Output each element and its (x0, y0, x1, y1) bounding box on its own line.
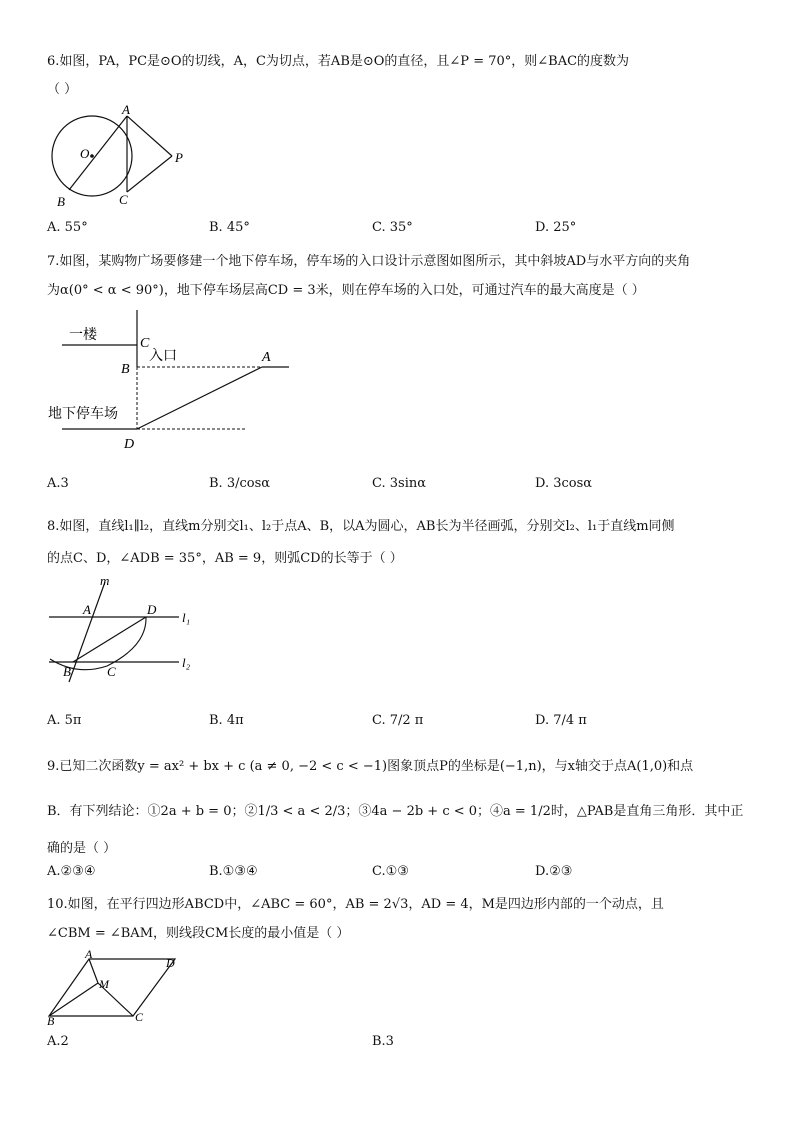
q10-label-C: C (135, 1010, 144, 1024)
q10-option-a[interactable]: A.2 (47, 1034, 69, 1049)
q7-label-C: C (140, 336, 150, 351)
q10-option-b[interactable]: B.3 (372, 1034, 394, 1049)
q7-label-D: D (124, 437, 135, 452)
q9-stem-line3: 确的是（ ） (47, 841, 117, 856)
q8-label-l2: l₂ (182, 655, 191, 670)
q8-parallel-lines-arc-figure (47, 576, 207, 684)
q6-label-O: O (80, 146, 90, 161)
q7-label-A: A (262, 350, 271, 365)
q10-label-A: A (85, 947, 93, 961)
q7-option-d[interactable]: D. 3cosα (535, 476, 593, 491)
q9-option-c[interactable]: C.①③ (372, 864, 409, 879)
q10-label-M: M (99, 977, 109, 991)
q6-label-P: P (175, 150, 183, 165)
q7-label-B: B (121, 362, 130, 377)
q10-label-B: B (47, 1014, 55, 1027)
q7-option-b[interactable]: B. 3/cosα (209, 476, 271, 491)
q8-label-C: C (107, 664, 116, 679)
q8-option-d[interactable]: D. 7/4 π (535, 713, 587, 728)
q7-option-c[interactable]: C. 3sinα (372, 476, 426, 491)
q6-answer-paren: （ ） (47, 82, 78, 97)
q6-label-A: A (122, 104, 130, 117)
q9-stem-line1: 9.已知二次函数y = ax² + bx + c (a ≠ 0, −2 < c < −1)图象顶点P的坐标是(−1,n)，与x轴交于点A(1,0)和点 (47, 759, 694, 774)
q10-stem-line1: 10.如图，在平行四边形ABCD中，∠ABC = 60°，AB = 2√3，AD = 4，M是四边形内部的一个动点，且 (47, 897, 664, 912)
q8-label-l1: l₁ (182, 610, 191, 625)
q10-label-D: D (166, 956, 175, 970)
q9-stem-line2: B．有下列结论：①2a + b = 0；②1/3 < a < 2/3；③4a − 2b + c < 0；④a = 1/2时，△PAB是直角三角形．其中正 (47, 804, 744, 819)
q7-option-a[interactable]: A.3 (47, 476, 69, 491)
q7-parking-entrance-figure (47, 305, 307, 455)
q8-option-a[interactable]: A. 5π (47, 713, 82, 728)
q8-stem-line1: 8.如图，直线l₁∥l₂，直线m分别交l₁、l₂于点A、B，以A为圆心，AB长为半径画弧，分别交l₂、l₁于直线m同侧 (47, 519, 675, 534)
q9-option-a[interactable]: A.②③④ (47, 864, 96, 879)
q7-label-garage: 地下停车场 (48, 407, 118, 422)
q6-label-B: B (57, 194, 65, 209)
q8-label-A: A (83, 602, 91, 617)
q7-stem-line1: 7.如图，某购物广场要修建一个地下停车场，停车场的入口设计示意图如图所示，其中斜坡AD与水平方向的夹角 (47, 254, 691, 269)
q8-option-c[interactable]: C. 7/2 π (372, 713, 424, 728)
q6-option-b[interactable]: B. 45° (209, 220, 250, 235)
q10-parallelogram-figure (47, 947, 192, 1027)
q6-option-c[interactable]: C. 35° (372, 220, 413, 235)
q8-stem-line2: 的点C、D，∠ADB = 35°，AB = 9，则弧CD的长等于（ ） (47, 551, 403, 566)
q9-option-b[interactable]: B.①③④ (209, 864, 258, 879)
q8-label-D: D (147, 602, 157, 617)
q8-label-m: m (100, 576, 110, 588)
q6-label-C: C (119, 192, 128, 207)
q8-option-b[interactable]: B. 4π (209, 713, 244, 728)
q7-label-first-floor: 一楼 (69, 328, 97, 343)
q9-option-d[interactable]: D.②③ (535, 864, 573, 879)
q8-label-B: B (63, 664, 71, 679)
q6-option-a[interactable]: A. 55° (47, 220, 88, 235)
q6-stem: 6.如图，PA，PC是⊙O的切线，A，C为切点，若AB是⊙O的直径，且∠P = 70°，则∠BAC的度数为 (47, 54, 630, 69)
q10-stem-line2: ∠CBM = ∠BAM，则线段CM长度的最小值是（ ） (47, 926, 350, 941)
q6-option-d[interactable]: D. 25° (535, 220, 577, 235)
q6-circle-tangent-figure (47, 104, 197, 212)
q7-label-entrance: 入口 (149, 349, 177, 364)
q7-stem-line2: 为α(0° < α < 90°)，地下停车场层高CD = 3米，则在停车场的入口处，可通过汽车的最大高度是（ ） (47, 283, 645, 298)
